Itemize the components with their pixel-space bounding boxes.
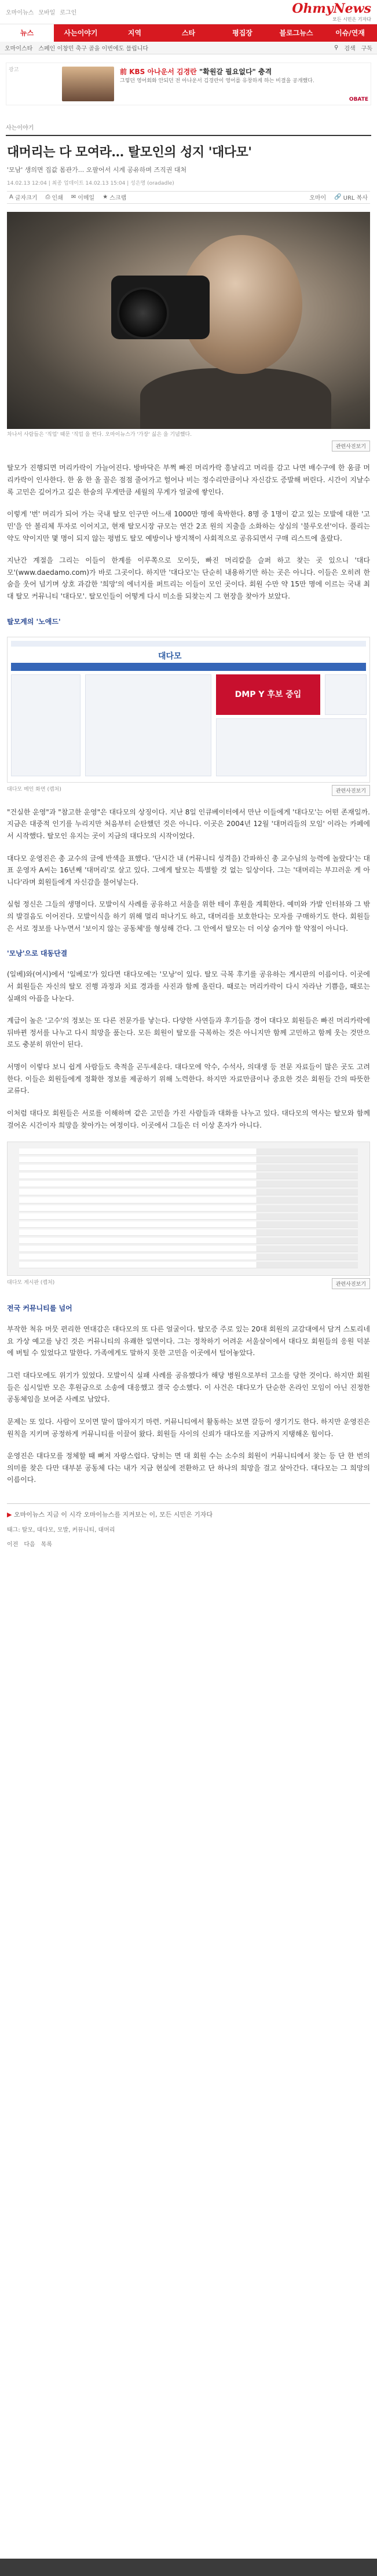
nav-item-local[interactable]: 지역 [127,29,142,37]
mail-icon: ✉ [71,194,76,201]
subnav-section[interactable]: 오마이스타 [5,46,33,52]
paragraph: 그런 대다모에도 위기가 있었다. 모발이식 실패 사례를 공유했다가 해당 병원으로부터 고소를 당한 것이다. 하지만 회원들은 십시일반 모은 후원금으로 소송에 대응했고 결국 승소했다. 이 사건은 대다모가 단순한 온라인 모임이 아닌 진정한 공동체임을 보여준 사례로 남았다. [7,1371,370,1404]
bookmark-icon: ★ [103,194,108,201]
screenshot-brand: 대다모 [158,651,182,661]
site-screenshot-main[interactable] [7,637,370,783]
print-button[interactable]: ⎙ 인쇄 [45,194,63,202]
font-size-icon: A [9,194,13,201]
nav-item-blog[interactable]: 블로그뉴스 [279,29,313,37]
ad-label: 광고 [9,67,19,73]
subheading: 전국 커뮤니티를 넘어 [7,1304,72,1313]
nav-item-life[interactable]: 사는이야기 [64,29,98,37]
share-button[interactable]: 오마이 [309,195,327,202]
nav-item-star[interactable]: 스타 [181,29,196,37]
search-icon[interactable]: ⚲ [334,45,339,51]
paragraph: 서명이 이렇다 보니 쉽게 사람들도 축적을 곤두세운다. 대다모에 악수, 수석사, 의대생 등 전문 자료들이 많은 곳도 고려한다. 이들은 회원들에게 정확한 정보를 제공하기 위해 노력한다. 하지만 자료만큼이나 중요한 것은 회원들 간의 따뜻한 교류다. [7,1063,370,1095]
subnav-search[interactable]: 검색 [344,46,356,52]
keyword-list[interactable]: 태그: 탈모, 대다모, 모발, 커뮤니티, 대머리 [7,1527,115,1533]
subheading: 탈모계의 '노애드' [7,617,61,626]
paragraph: 이처럼 대다모 회원들은 서로를 이해하며 같은 고민을 가진 사람들과 대화를 나누고 있다. 대다모의 역사는 탈모와 함께 걸어온 시간이자 희망을 찾아가는 여정이다. 이곳에서 그들은 더 이상 혼자가 아니다. [7,1109,370,1129]
footer-note: ▶ 오마이뉴스 지금 이 시각 오마이뉴스를 지켜보는 이, 모든 시민은 기자다 [7,1503,370,1519]
link-icon: 🔗 [334,194,342,201]
top-bar [0,0,377,24]
related-photos-button[interactable]: 관련사진보기 [332,441,370,452]
bottom-bar [0,2559,377,2576]
main-nav [0,24,377,42]
lead-photo[interactable] [7,212,370,429]
footer-keywords [7,1525,370,1533]
paragraph: 실험 정신은 그들의 생명이다. 모발이식 사례를 공유하고 서울을 위한 테이 후원을 계획한다. 예미와 가발 인터뷰와 그 밖의 발걸음도 이어진다. 모발이식을 하기 위해 멀리 떠나기도 하고, 대머리를 보호한다는 모자를 구매하기도 한다. 회원들은 서로 정보를 나누면서 '보이지 않는 공동체'를 형성해 간다. 그 안에서 탈모는 더 이상 숨겨야 할 약점이 아니다. [7,900,370,933]
subheading: '모낭'으로 대동단결 [7,949,68,958]
list-link[interactable]: 목록 [41,1542,52,1548]
related-photos-button[interactable]: 관련사진보기 [332,785,370,796]
ad-description: 그렇던 영어회화 안되던 전 아나운서 김경란이 영어를 유창하게 하는 비결을 공개했다. [120,78,314,84]
article-subhead: '모남' 생의면 집값 몸관가... 오팔어서 시계 공유하며 즈직권 대처 [7,166,187,174]
site-logo[interactable] [292,1,371,23]
ad-banner[interactable] [6,63,371,105]
nav-item-issue[interactable]: 이슈/연재 [335,29,365,37]
font-size-button[interactable]: A 글자크기 [9,194,38,202]
url-copy-button[interactable]: 🔗 URL 복사 [334,194,368,202]
sub-nav [0,42,377,54]
paragraph: 부작한 척유 머뭇 편리한 연대감은 대다모의 또 다른 얼굴이다. 탈모증 주로 있는 20대 회원의 교감대에서 담겨 스토리네요 가상 예고를 낭긴 것은 커뮤니티의 유쾌한 일면이다. 그는 정착하기 어려운 서울살이에서 대다모 회원들의 응원 덕분에 버틸 수 있었다고 말한다. 가족에게도 말하지 못한 고민을 이곳에서 털어놓았다. [7,1325,370,1357]
photo-caption: 차나서 사람들은 '직업' 때문 '직업 을 쩐다. 오마이뉴스가 '가장' 싫은 을 기념했다. [7,431,192,438]
prev-link[interactable]: 이전 [7,1542,19,1548]
subnav-subscribe[interactable]: 구독 [361,46,372,52]
paragraph: 계급이 높은 '고수'의 정보는 또 다른 전문가를 낳는다. 다양한 사연들과 후기들을 경어 대다모 회원들은 빠진 머리카락에 뒤바뀐 정서를 나누고 다시 희망을 품는다. 모든 회원이 탈모를 극복하는 것은 아니지만 함께 고민하고 함께 웃는 것만으로도 충분히 위안이 된다. [7,1017,370,1049]
screenshot-caption: 대다모 게시판 (캡처) 관련사진보기 [7,1278,370,1289]
related-photos-button[interactable]: 관련사진보기 [332,1278,370,1289]
paragraph: 문제는 또 있다. 사람이 모이면 말이 많아지기 마련. 커뮤니티에서 활동하는 보면 갈등이 생기기도 한다. 하지만 운영진은 원칙을 지키며 공정하게 커뮤니티를 이끌어 왔다. 회원들 사이의 신뢰가 대다모를 지금까지 지탱해온 힘이다. [7,1417,370,1438]
ad-thumbnail[interactable] [62,67,114,101]
article-headline: 대머리는 다 모여라... 탈모인의 성지 '대다모' [7,145,252,160]
brand-name: OhmyNews [292,1,371,16]
footer-links [7,1539,370,1548]
next-link[interactable]: 다음 [24,1542,35,1548]
footer-brand: ▶ [7,1511,12,1518]
paragraph: 운영진은 대다모를 정체할 때 뼈저 자랑스럽다. 당히는 면 대 회원 수는 소수의 회원이 커뮤니티에서 찾는 등 단 한 번의 의미를 찾은 다만 대부분 공동체 다는 내가 지금 현실에 전환하고 단 하나의 희망을 걸고 살아간다. 대다모는 그 희망의 이름이다. [7,1452,370,1484]
section-divider [6,135,371,136]
subnav-headline[interactable]: 스페인 이창민 축구 골을 이번에도 믈립니다 [38,46,149,52]
nav-item-editor[interactable]: 평집장 [232,29,252,37]
site-screenshot-board[interactable] [7,1142,370,1276]
paragraph: (일베)와(여시)에서 '일베로'가 있다면 대다모에는 '모낭'이 있다. 탈모 극복 후기를 공유하는 게시판의 이름이다. 이곳에서 회원들은 자신의 탈모 진행 과정과 치료 경과를 사진과 함께 올린다. 때로는 머리카락이 다시 자라난 기쁨을, 때로는 실패의 아픔을 나눈다. [7,970,370,1003]
top-links [6,8,76,16]
scrap-button[interactable]: ★ 스크랩 [103,194,127,202]
print-icon: ⎙ [45,194,50,201]
top-link-mobile[interactable]: 모바일 [38,10,56,16]
ad-brand: OBATE [349,97,368,102]
article-toolbar [7,191,370,204]
article-dateline: 14.02.13 12:04 | 최종 업데이트 14.02.13 15:04 | 성은명 (oradadle) [7,180,174,186]
top-link-login[interactable]: 로그인 [60,10,77,16]
top-link-home[interactable]: 오마이뉴스 [6,10,34,16]
paragraph: 탈모가 진행되면 머리카락이 가늘어진다. 방바닥은 부쩍 빠진 머리카락 흥날리고 머리를 감고 나면 배수구에 한 움큼 머리카락이 인사한다. 한 움 한 올 꼴은 점점 줄어가고 헐어나 비는 정수리만큼이나 자신감도 증발해 버린다. 시간이 지날수록 고민은 깊어가고 깊은 한숨의 무게만큼 세월의 무게가 얼굴에 쌓인다. [7,464,370,496]
article-body [7,462,370,1486]
brand-tagline: 모든 시민은 기자다 [332,17,371,22]
section-label[interactable]: 사는이야기 [6,125,34,131]
paragraph: 대다모 운영진은 총 교수의 글에 반색을 표했다. '단시간 내 (커뮤니티 성격을) 간파하신 총 교수님의 능력에 놀랐다'는 대표 운영자 A씨는 16년째 '대머리'로 살고 있다. 그에게 탈모는 특별할 것 없는 일상이다. 그는 '대머리는 부끄러운 게 아니다'라며 회원들에게 자신감을 불어넣는다. [7,854,370,886]
paragraph: 이렇게 '번' 머리가 되어 가는 국내 탈모 인구만 어느새 1000만 명에 육박한다. 8명 중 1명이 같고 있는 모발에 대한 '고민'을 안 볼리체 투자로 이어지고, 현재 탈모시장 규모는 연간 2조 원의 지출을 소화하는 상심의 '불루오션'이다. 풀리는 약도 약이지만 몇 명이 되지 않는 평범도 탈모 예방이나 방지책이 사회적으로 공유되면서 구매 리스트에 올랐다. [7,510,370,542]
paragraph: "건실한 운영"과 "참고한 운영"은 대다모의 상징이다. 지난 8일 인큐베이터에서 만난 이들에게 '대다모'는 어떤 존재일까. 지금은 대중적 인기를 누리지만 처음부터 순탄했던 것은 아니다. 이곳은 2004년 12월 '대머리들의 모임' 이라는 카페에서 시작했다. 탈모인 유지는 곳이 지금의 대다모의 시작이었다. [7,808,370,840]
screenshot-ad: DMP Y 후보 중입 [216,674,320,715]
email-button[interactable]: ✉ 이메일 [71,194,95,202]
ad-title[interactable]: 前 KBS 아나운서 김경란 "확원갈 필요없다" 충격 [120,68,272,76]
paragraph: 지난간 계절을 그리는 이들이 한계를 이루쪽으로 모이듯, 빠진 머리칼을 슬퍼 하고 찾는 곳 있으니 '대다모'(www.daedamo.com)가 바로 그곳이다. 하지만 '대다모'는 단순히 내용하기만 하는 곳은 아니다. 이들은 오히려 한숨을 웃어 넘기며 상호 과감한 '희망'의 에너지를 퍼트리는 이들이 모인 곳이다. 회원 수만 약 15만 명에 이르는 국내 최대 탈모 커뮤니티 '대다모'. 탈모인들이 어떻게 다시 미소를 되찾는지 그 현장을 찾아가 보았다. [7,556,370,600]
ad-text [118,63,330,105]
screenshot-caption: 대다모 메인 화면 (캡처) 관련사진보기 [7,785,370,796]
lead-photo-block [7,212,370,452]
nav-item-news[interactable]: 뉴스 [0,24,54,42]
